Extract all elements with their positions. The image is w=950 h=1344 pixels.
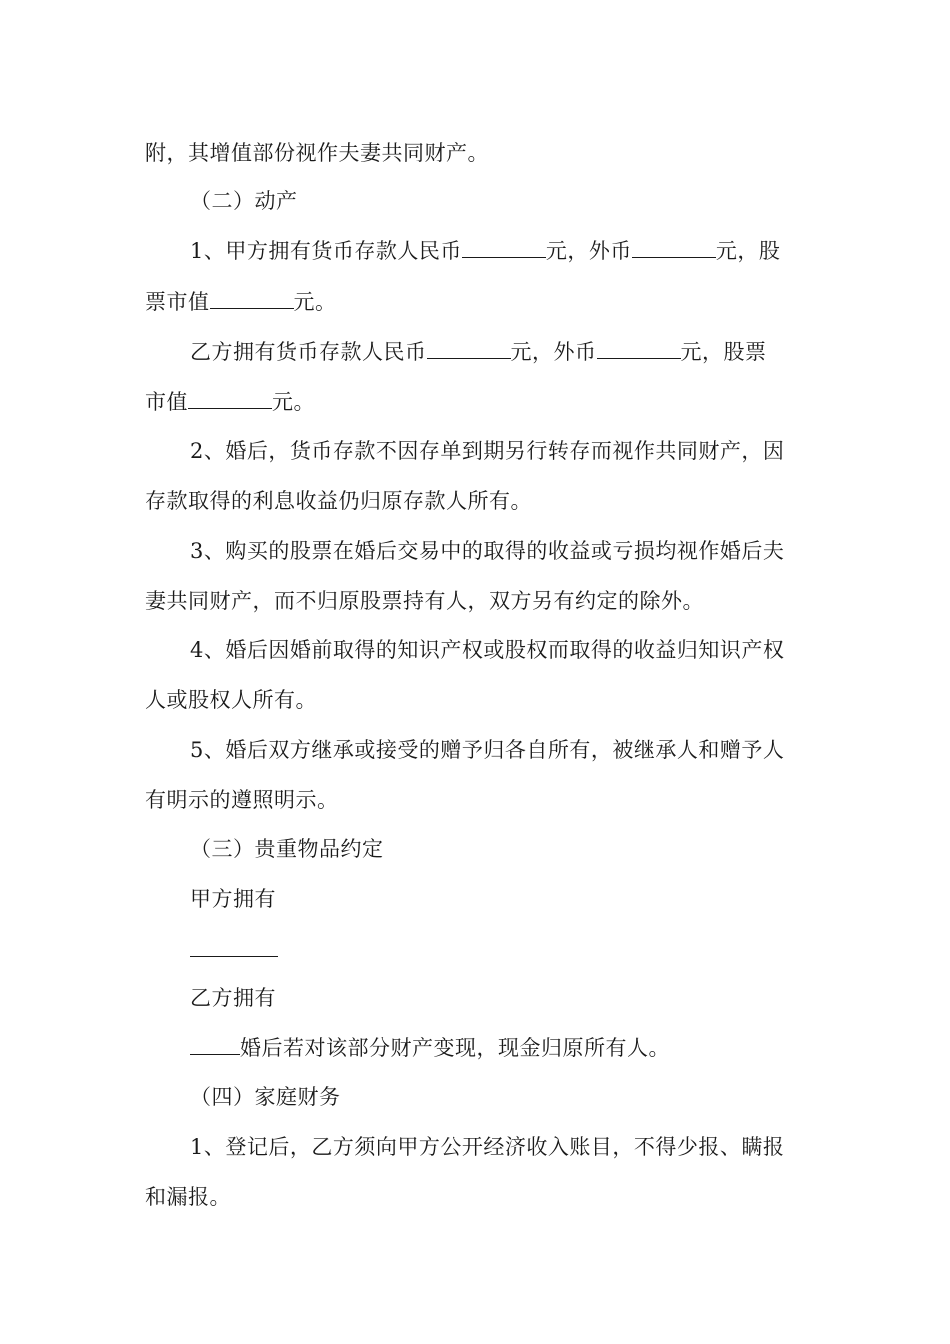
paragraph-line [190,438,855,464]
text: 元。 [293,290,337,314]
text: （四）家庭财务 [190,1085,341,1109]
text: 1、登记后，乙方须向甲方公开经济收入账目，不得少报、瞒报 [190,1135,785,1159]
text: 3、购买的股票在婚后交易中的取得的收益或亏损均视作婚后夫 [190,539,785,563]
text: 人或股权人所有。 [145,688,317,712]
text: 乙方拥有 [190,986,276,1010]
paragraph-line [190,1035,855,1061]
paragraph-line [145,488,810,514]
text: 甲方拥有 [190,887,276,911]
text: 妻共同财产，而不归原股票持有人，双方另有约定的除外。 [145,589,704,613]
text: 元。 [272,390,315,414]
text: 元，股 [715,239,781,263]
paragraph-line [145,140,810,166]
paragraph-line [145,787,810,813]
fill-in-blank[interactable] [190,1036,240,1055]
fill-in-blank[interactable] [190,956,278,957]
text: 2、婚后，货币存款不因存单到期另行转存而视作共同财产，因 [190,439,785,463]
fill-in-blank[interactable] [188,390,272,409]
text: （三）贵重物品约定 [190,837,384,861]
paragraph-line [190,737,855,763]
text: 附，其增值部份视作夫妻共同财产。 [145,141,489,165]
paragraph-line [190,985,855,1011]
fill-in-blank[interactable] [632,239,716,258]
section-heading-movable-property [190,188,855,214]
text: （二）动产 [190,189,298,213]
text: 元，外币 [510,340,597,364]
paragraph-line [190,886,855,912]
text: 票市值 [145,290,210,314]
text: 元，外币 [545,239,632,263]
text: 1、甲方拥有货币存款人民币 [190,239,462,263]
text: 市值 [145,390,188,414]
text: 婚后若对该部分财产变现，现金归原所有人。 [240,1036,670,1060]
section-heading-valuables [190,836,855,862]
text: 存款取得的利息收益仍归原存款人所有。 [145,489,532,513]
paragraph-line [145,389,810,415]
text: 有明示的遵照明示。 [145,788,339,812]
fill-in-blank[interactable] [210,290,294,309]
section-heading-family-finance [190,1084,855,1110]
paragraph-line [145,588,810,614]
text: 5、婚后双方继承或接受的赠予归各自所有，被继承人和赠予人 [190,738,785,762]
paragraph-line [190,637,855,663]
fill-in-blank[interactable] [462,239,546,258]
paragraph-line [145,1184,810,1210]
paragraph-line [145,687,810,713]
paragraph-line [190,1134,855,1160]
paragraph-line [190,538,855,564]
text: 乙方拥有货币存款人民币 [190,340,427,364]
paragraph-line [190,238,855,264]
text: 和漏报。 [145,1185,231,1209]
fill-in-blank[interactable] [427,340,511,359]
paragraph-line [190,339,855,365]
fill-in-blank[interactable] [597,340,681,359]
text: 4、婚后因婚前取得的知识产权或股权而取得的收益归知识产权 [190,638,785,662]
paragraph-line [145,289,810,315]
text: 元，股票 [680,340,767,364]
